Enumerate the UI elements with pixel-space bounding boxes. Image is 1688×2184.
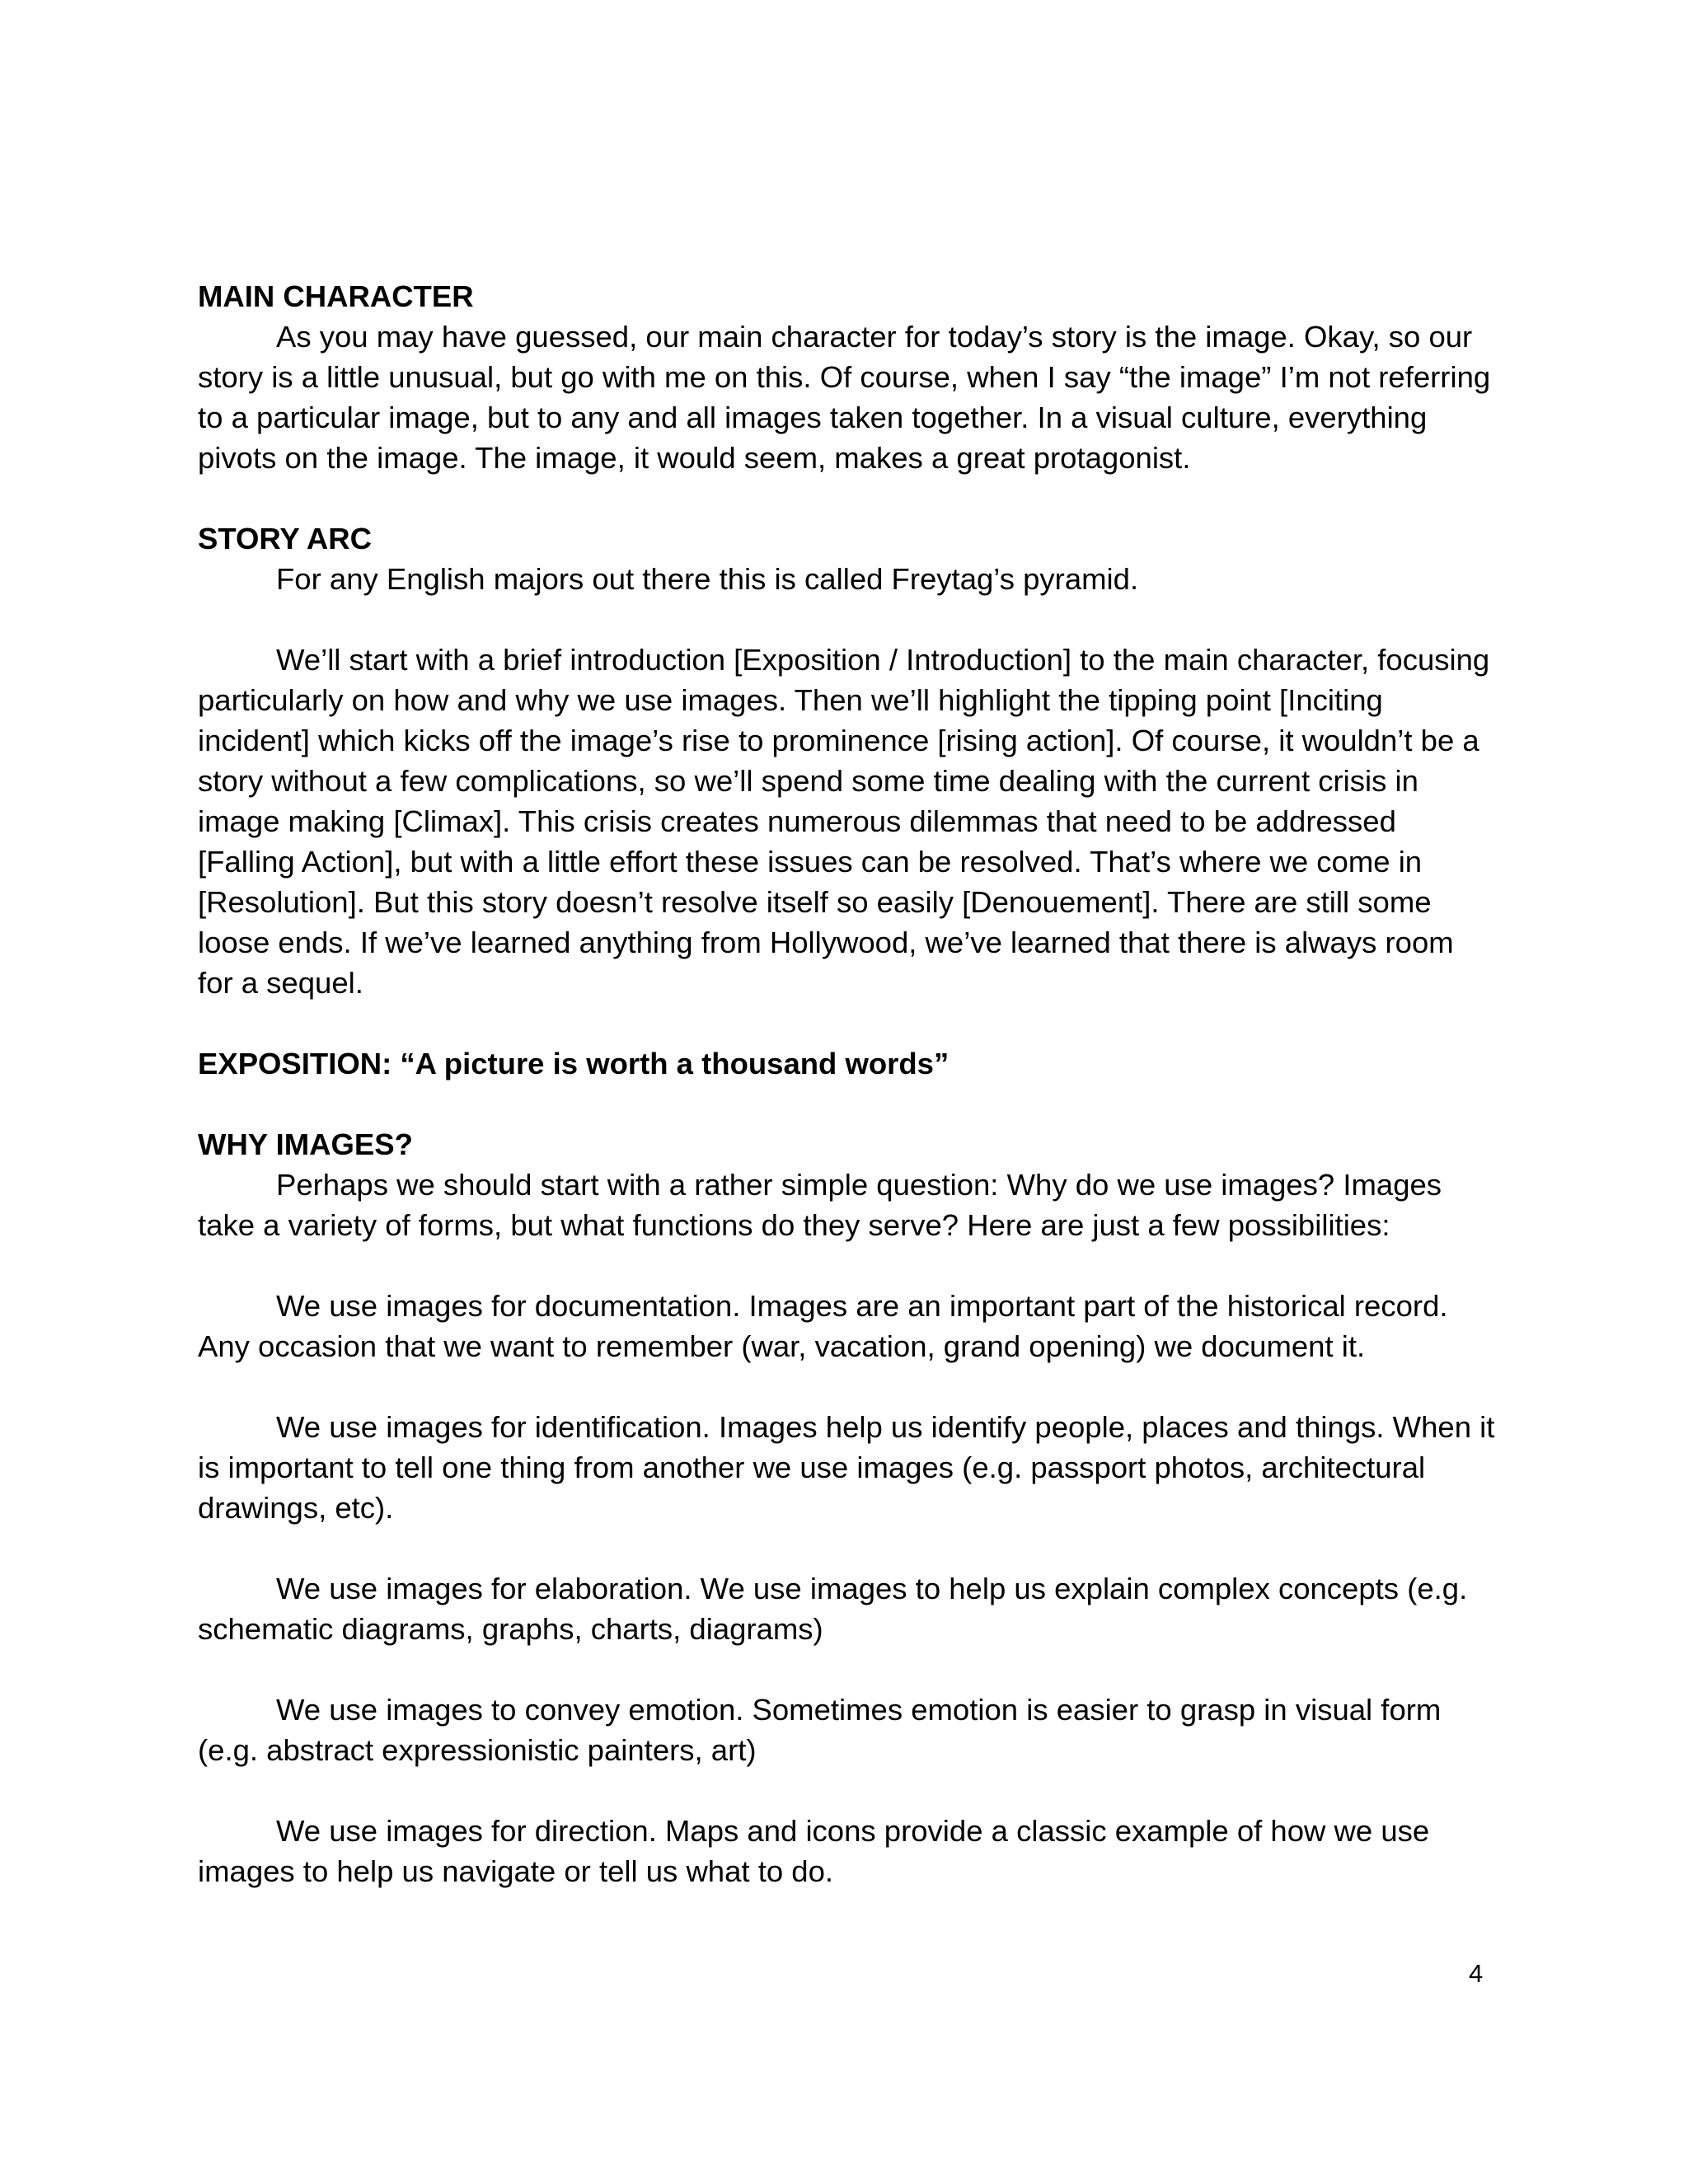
section-heading: WHY IMAGES? — [198, 1127, 413, 1161]
paragraph: We’ll start with a brief introduction [Exposition / Introduction] to the main character, focusing particularly on how and why we use images. Then we’ll highlight the tipping point [Inciting incident] which kicks off the image’s rise to prominence [rising action]. Of course, it wouldn’t be a story without a few complications, so we’ll spend some time dealing with the current crisis in image making [Climax]. This crisis creates numerous dilemmas that need to be addressed [Falling Action], but with a little effort these issues can be resolved. That’s where we come in [Resolution]. But this story doesn’t resolve itself so easily [Denouement]. There are still some loose ends. If we’ve learned anything from Hollywood, we’ve learned that there is always room for a sequel. — [198, 643, 1490, 1000]
spacer — [198, 1003, 1496, 1043]
paragraph: We use images for direction. Maps and icons provide a classic example of how we use images to help us navigate or tell us what to do. — [198, 1814, 1430, 1888]
paragraph: We use images for elaboration. We use images to help us explain complex concepts (e.g. schematic diagrams, graphs, charts, diagrams) — [198, 1572, 1468, 1646]
spacer — [198, 478, 1496, 518]
spacer — [198, 1084, 1496, 1124]
exposition-section — [198, 1043, 1496, 1084]
main-character-section — [198, 276, 1496, 478]
paragraph: We use images for identification. Images help us identify people, places and things. When it is important to tell one thing from another we use images (e.g. passport photos, architectural drawings, etc). — [198, 1410, 1495, 1525]
spacer — [198, 1649, 1496, 1690]
paragraph: We use images to convey emotion. Sometimes emotion is easier to grasp in visual form (e.g. abstract expressionistic painters, art) — [198, 1693, 1442, 1767]
page-number: 4 — [1469, 1959, 1484, 1988]
spacer — [198, 1528, 1496, 1568]
spacer — [198, 1245, 1496, 1286]
spacer — [198, 1770, 1496, 1811]
spacer — [198, 599, 1496, 640]
section-heading: STORY ARC — [198, 522, 372, 555]
document-page — [198, 276, 1496, 1891]
paragraph: We use images for documentation. Images are an important part of the historical record. Any occasion that we want to remember (war, vacation, grand opening) we document it. — [198, 1289, 1448, 1363]
paragraph: As you may have guessed, our main character for today’s story is the image. Okay, so our story is a little unusual, but go with me on this. Of course, when I say “the image” I’m not referring to a particular image, but to any and all images taken together. In a visual culture, everything pivots on the image. The image, it would seem, makes a great protagonist. — [198, 320, 1491, 475]
paragraph: Perhaps we should start with a rather simple question: Why do we use images? Images take a variety of forms, but what functions do they serve? Here are just a few possibilities: — [198, 1168, 1442, 1242]
paragraph: For any English majors out there this is called Freytag’s pyramid. — [276, 562, 1139, 596]
section-heading: MAIN CHARACTER — [198, 279, 474, 313]
why-images-section — [198, 1124, 1496, 1891]
spacer — [198, 1366, 1496, 1407]
section-heading: EXPOSITION: “A picture is worth a thousand words” — [198, 1047, 950, 1080]
story-arc-section — [198, 518, 1496, 1003]
